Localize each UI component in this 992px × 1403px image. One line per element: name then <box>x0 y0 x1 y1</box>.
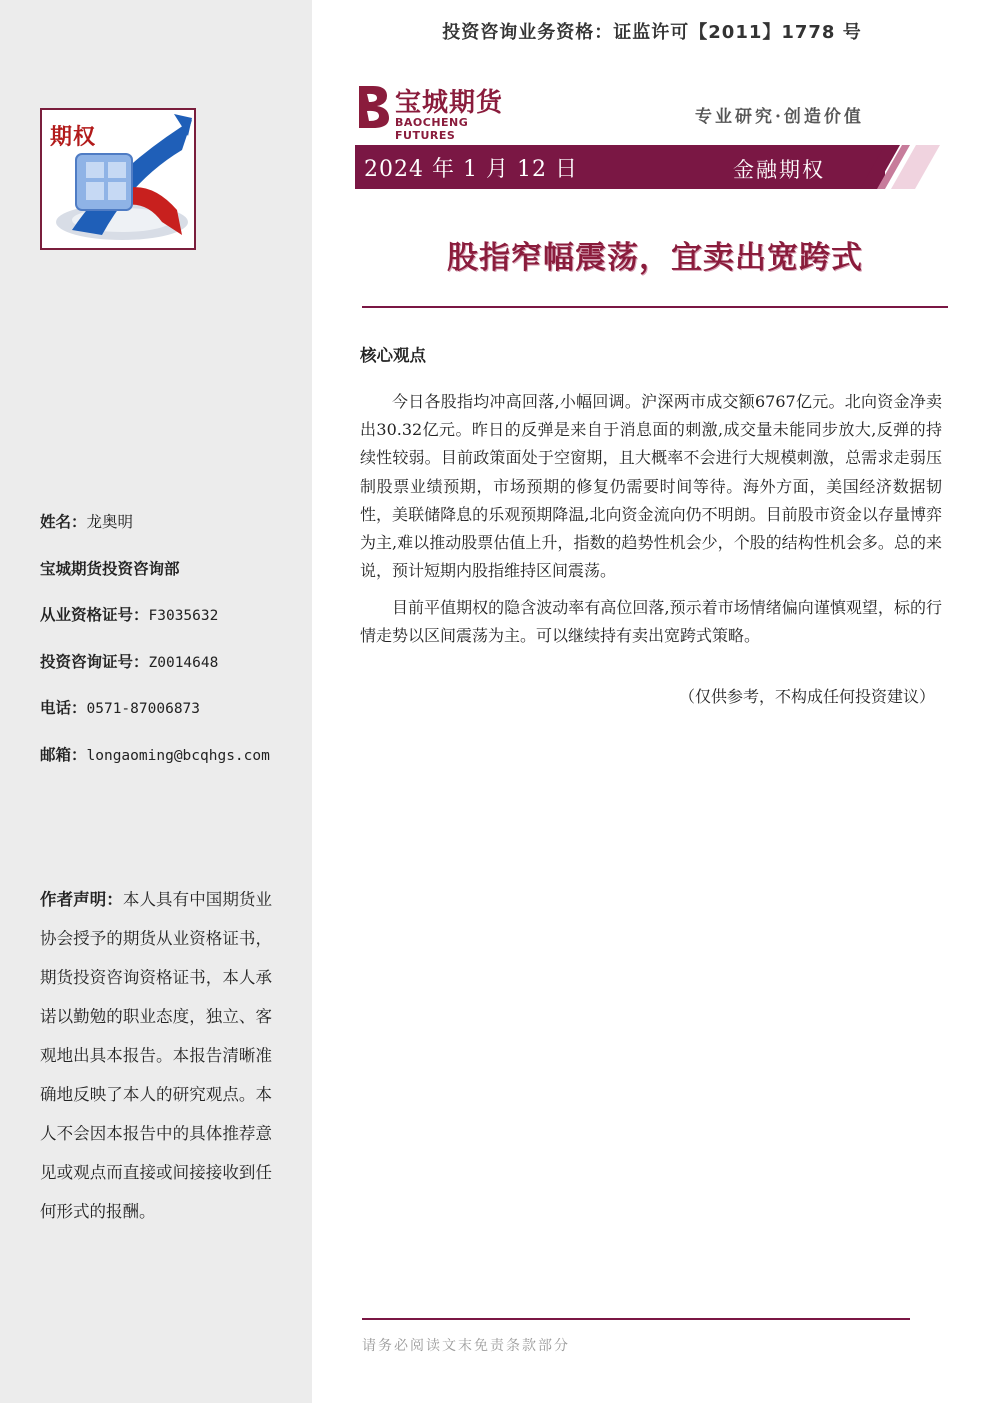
section-heading: 核心观点 <box>360 346 426 365</box>
disclaimer: （仅供参考，不构成任何投资建议） <box>678 687 935 706</box>
report-date: 2024 年 1 月 12 日 <box>364 157 578 182</box>
profile-qualification <box>40 601 300 648</box>
sidebar <box>0 0 312 1403</box>
profile-email <box>40 741 300 788</box>
license-header: 投资咨询业务资格：证监许可【2011】1778 号 <box>442 22 862 43</box>
profile-key: 投资咨询证号： <box>40 652 149 671</box>
report-title: 股指窄幅震荡，宜卖出宽跨式 <box>447 240 863 276</box>
footer-note: 请务必阅读文末免责条款部分 <box>362 1338 570 1354</box>
author-statement <box>40 880 272 1231</box>
report-category: 金融期权 <box>733 158 825 182</box>
statement-key: 作者声明： <box>40 890 123 909</box>
profile-key: 电话： <box>40 699 87 718</box>
slogan: 专业研究·创造价值 <box>695 107 864 127</box>
profile-value: 0571-87006873 <box>86 701 201 718</box>
statement-text: 本人具有中国期货业协会授予的期货从业资格证书，期货投资咨询资格证书，本人承诺以勤勉的职业态度，独立、客观地出具本报告。本报告清晰准确地反映了本人的研究观点。本人不会因本报告中的具体推荐意见或观点而直接或间接接收到任何形式的报酬。 <box>40 890 273 1221</box>
options-cover-image <box>40 108 196 250</box>
profile-key: 姓名： <box>40 513 87 531</box>
profile-value: Z0014648 <box>148 654 219 671</box>
title-divider <box>362 306 948 308</box>
cover-label: 期权 <box>50 125 97 150</box>
profile-phone <box>40 694 300 741</box>
profile-key: 邮箱： <box>40 745 87 764</box>
author-profile <box>40 508 300 788</box>
logo-english-name: BAOCHENG FUTURES <box>395 116 469 142</box>
logo-chinese-name: 宝城期货 <box>395 88 504 118</box>
profile-value: F3035632 <box>148 608 219 625</box>
profile-department <box>40 555 300 602</box>
profile-key: 从业资格证号： <box>40 606 149 625</box>
banner-stripes-decoration <box>860 145 950 189</box>
body-paragraph: 今日各股指均冲高回落,小幅回调。沪深两市成交额6767亿元。北向资金净卖出30.32亿元。昨日的反弹是来自于消息面的刺激,成交量未能同步放大,反弹的持续性较弱。目前政策面处于空窗期，且大概率不会进行大规模刺激，总需求走弱压制股票业绩预期，市场预期的修复仍需要时间等待。海外方面，美国经济数据韧性，美联储降息的乐观预期降温,北向资金流向仍不明朗。目前股市资金以存量博弈为主,难以推动股票估值上升，指数的趋势性机会少，个股的结构性机会多。总的来说，预计短期内股指维持区间震荡。 <box>360 392 942 581</box>
body-paragraph: 目前平值期权的隐含波动率有高位回落,预示着市场情绪偏向谨慎观望，标的行情走势以区间震荡为主。可以继续持有卖出宽跨式策略。 <box>360 598 942 646</box>
logo-b-icon <box>355 84 391 130</box>
profile-value: 龙奥明 <box>86 513 134 531</box>
profile-key: 宝城期货投资咨询部 <box>40 559 180 578</box>
company-logo <box>355 84 525 142</box>
footer-divider <box>362 1318 910 1320</box>
profile-advisory-cert <box>40 648 300 695</box>
profile-email-link[interactable]: longaoming@bcqhgs.com <box>86 747 270 764</box>
profile-name <box>40 508 300 555</box>
